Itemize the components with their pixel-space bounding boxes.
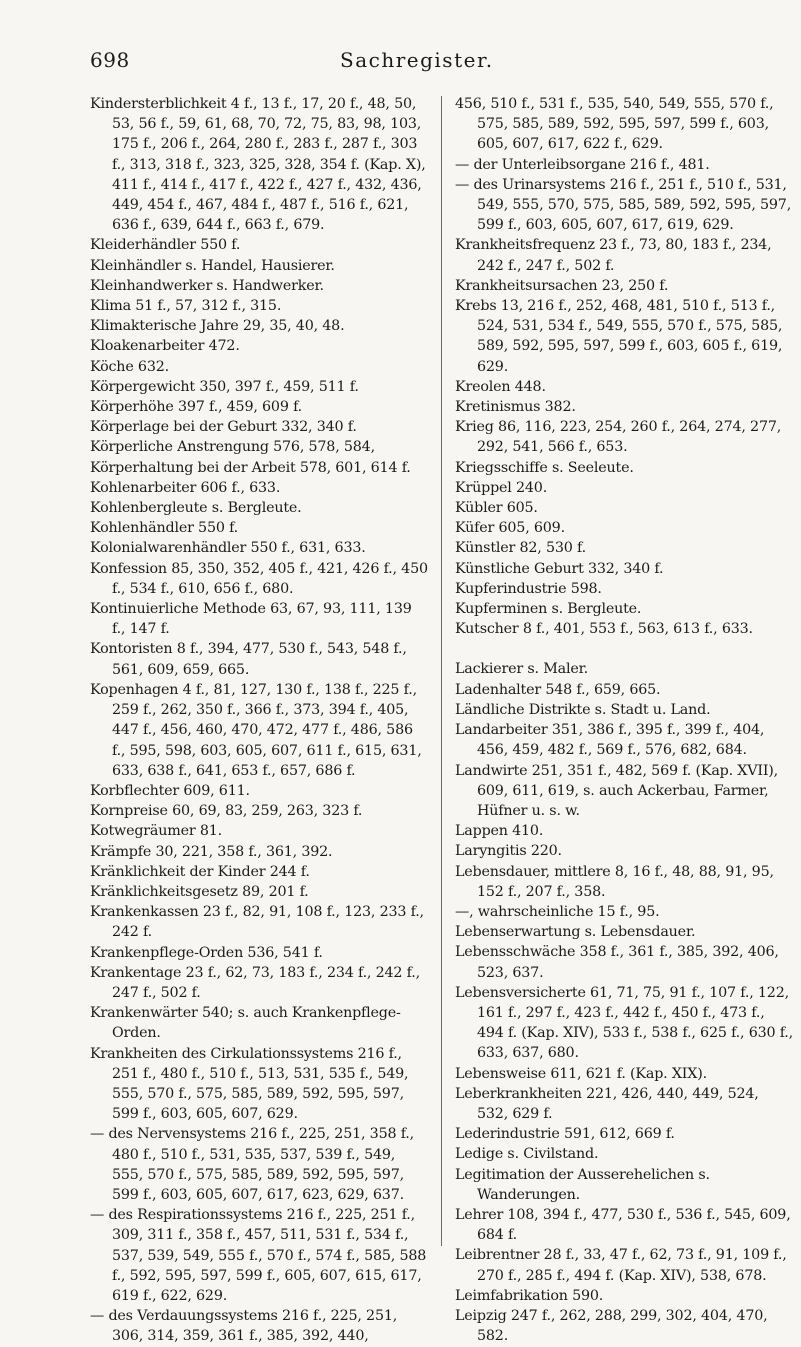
index-entry: Kontinuierliche Methode 63, 67, 93, 111, 139 f., 147 f. [90,601,412,638]
index-entry: Kretinismus 382. [455,399,576,416]
index-entry: Lebensweise 611, 621 f. (Kap. XIX). [455,1065,707,1082]
index-entry: Kloakenarbeiter 472. [90,338,240,355]
index-entry: Kopenhagen 4 f., 81, 127, 130 f., 138 f., 225 f., 259 f., 262, 350 f., 366 f., 373, 394 f., 405, 447 f., 456, 460, 470, 472, 477 f., 486, 586 f., 595, 598, 603, 605, 607, 611 f., 615, 631, 633, 638 f., 641, 653 f., 657, 686 f. [90,681,422,779]
index-entry: Lebensversicherte 61, 71, 75, 91 f., 107 f., 122, 161 f., 297 f., 423 f., 442 f., 450 f., 473 f., 494 f. (Kap. XIV), 533 f., 538 f., 625 f., 630 f., 633, 637, 680. [455,984,793,1062]
index-entry: Kränklichkeit der Kinder 244 f. [90,863,310,880]
index-entry: Krüppel 240. [455,479,548,496]
index-column-right [455,94,793,1346]
index-entry: Lappen 410. [455,823,544,840]
page-header [0,48,801,78]
index-entry: Kriegsschiffe s. Seeleute. [455,459,634,476]
index-entry: Landwirte 251, 351 f., 482, 569 f. (Kap. XVII), 609, 611, 619, s. auch Ackerbau, Farmer, Hüfner u. s. w. [455,762,779,819]
index-entry: Körperliche Anstrengung 576, 578, 584, [90,439,375,456]
index-entry: Körpergewicht 350, 397 f., 459, 511 f. [90,378,359,395]
index-entry: Krankheitsfrequenz 23 f., 73, 80, 183 f., 234, 242 f., 247 f., 502 f. [455,237,772,274]
index-entry: — des Urinarsystems 216 f., 251 f., 510 f., 531, 549, 555, 570, 575, 585, 589, 592, 595, 597, 599 f., 603, 605, 607, 617, 619, 629. [455,176,792,234]
running-head: Sachregister. [340,48,494,72]
index-entry: Körperhaltung bei der Arbeit 578, 601, 614 f. [90,459,411,476]
index-entry: Kupferindustrie 598. [455,580,602,597]
index-entry: — des Nervensystems 216 f., 225, 251, 358 f., 480 f., 510 f., 531, 535, 537, 539 f., 549, 555, 570 f., 575, 585, 589, 592, 595, 597, 599 f., 603, 605, 607, 617, 623, 629, 637. [90,1126,414,1203]
index-entry: Kleiderhändler 550 f. [90,237,241,254]
index-entry: Krankenwärter 540; s. auch Krankenpflege-Orden. [90,1005,401,1042]
index-entry: Körperlage bei der Geburt 332, 340 f. [90,419,357,436]
index-entry: Kränklichkeitsgesetz 89, 201 f. [90,883,309,900]
index-entry: Krieg 86, 116, 223, 254, 260 f., 264, 274, 277, 292, 541, 566 f., 653. [455,419,782,456]
index-entry: Kohlenbergleute s. Bergleute. [90,500,302,517]
index-entry: Küfer 605, 609. [455,520,565,537]
index-entry: Kleinhandwerker s. Handwerker. [90,277,324,294]
index-entry: Kindersterblichkeit 4 f., 13 f., 17, 20 f., 48, 50, 53, 56 f., 59, 61, 68, 70, 72, 75, 83, 98, 103, 175 f., 206 f., 264, 280 f., 283 f., 287 f., 303 f., 313, 318 f., 323, 325, 328, 354 f. (Kap. X), 411 f., 414 f., 417 f., 422 f., 427 f., 432, 436, 449, 454 f., 467, 484 f., 487 f., 516 f., 621, 636 f., 639, 644 f., 663 f., 679. [90,96,426,234]
index-entry: Korbflechter 609, 611. [90,782,250,799]
index-entry: Leimfabrikation 590. [455,1287,604,1304]
index-entry: Kolonialwarenhändler 550 f., 631, 633. [90,540,366,557]
index-entry: Leberkrankheiten 221, 426, 440, 449, 524, 532, 629 f. [455,1085,759,1122]
index-entry: Lebensdauer, mittlere 8, 16 f., 48, 88, 91, 95, 152 f., 207 f., 358. [455,863,774,900]
index-entry: Ländliche Distrikte s. Stadt u. Land. [455,701,711,718]
page-number: 698 [90,48,130,72]
index-entry: Kotwegräumer 81. [90,823,222,840]
index-entry: Kutscher 8 f., 401, 553 f., 563, 613 f., 633. [455,621,753,638]
index-entry: Kupferminen s. Bergleute. [455,601,642,618]
index-entry: Lebensschwäche 358 f., 361 f., 385, 392, 406, 523, 637. [455,944,779,981]
index-entry: Körperhöhe 397 f., 459, 609 f. [90,399,302,416]
index-entry: Klimakterische Jahre 29, 35, 40, 48. [90,318,345,335]
index-entry: Konfession 85, 350, 352, 405 f., 421, 426 f., 450 f., 534 f., 610, 656 f., 680. [90,560,428,597]
index-entry: Ladenhalter 548 f., 659, 665. [455,681,661,698]
index-entry: Klima 51 f., 57, 312 f., 315. [90,298,282,315]
index-entry: Kreolen 448. [455,378,546,395]
index-entry: Kornpreise 60, 69, 83, 259, 263, 323 f. [90,803,363,820]
index-entry: Künstliche Geburt 332, 340 f. [455,560,664,577]
index-entry: Künstler 82, 530 f. [455,540,586,557]
index-entry: Krämpfe 30, 221, 358 f., 361, 392. [90,843,333,860]
index-entry: Lehrer 108, 394 f., 477, 530 f., 536 f., 545, 609, 684 f. [455,1206,791,1244]
index-entry: Lederindustrie 591, 612, 669 f. [455,1126,675,1143]
column-divider [441,96,442,1246]
index-entry: Kleinhändler s. Handel, Hausierer. [90,257,335,274]
index-entry: Kontoristen 8 f., 394, 477, 530 f., 543, 548 f., 561, 609, 659, 665. [90,641,407,678]
index-entry: Leipzig 247 f., 262, 288, 299, 302, 404, 470, 582. [455,1307,768,1345]
index-entry: Krankentage 23 f., 62, 73, 183 f., 234 f., 242 f., 247 f., 502 f. [90,964,420,1001]
index-entry: Legitimation der Ausserehelichen s. Wanderungen. [455,1166,710,1203]
index-entry: Landarbeiter 351, 386 f., 395 f., 399 f., 404, 456, 459, 482 f., 569 f., 576, 682, 684. [455,722,765,759]
index-entry: Ledige s. Civilstand. [455,1146,599,1163]
index-entry: Lebenserwartung s. Lebensdauer. [455,924,696,941]
index-entry: Krankheiten des Cirkulationssystems 216 f., 251 f., 480 f., 510 f., 513, 531, 535 f., 549, 555, 570 f., 575, 585, 589, 592, 595, 597, 599 f., 603, 605, 607, 629. [90,1045,409,1123]
index-entry: — des Verdauungssystems 216 f., 225, 251, 306, 314, 359, 361 f., 385, 392, 440, [90,1308,398,1345]
index-entry: Krankenkassen 23 f., 82, 91, 108 f., 123, 233 f., 242 f. [90,904,424,941]
index-entry: 456, 510 f., 531 f., 535, 540, 549, 555, 570 f., 575, 585, 589, 592, 595, 597, 599 f., 603, 605, 607, 617, 622 f., 629. [455,96,774,153]
index-entry: Leibrentner 28 f., 33, 47 f., 62, 73 f., 91, 109 f., 270 f., 285 f., 494 f. (Kap. XIV), 538, 678. [455,1247,787,1284]
index-entry: Krebs 13, 216 f., 252, 468, 481, 510 f., 513 f., 524, 531, 534 f., 549, 555, 570 f., 575, 585, 589, 592, 595, 597, 599 f., 603, 605 f., 619, 629. [455,298,783,375]
index-entry: — des Respirationssystems 216 f., 225, 251 f., 309, 311 f., 358 f., 457, 511, 531 f., 534 f., 537, 539, 549, 555 f., 570 f., 574 f., 585, 588 f., 592, 595, 597, 599 f., 605, 607, 615, 617, 619 f., 622, 629. [90,1207,427,1304]
index-entry: —, wahrscheinliche 15 f., 95. [455,903,660,920]
index-entry: Krankheitsursachen 23, 250 f. [455,277,669,294]
index-entry: Kübler 605. [455,500,538,517]
index-entry: Köche 632. [90,358,169,375]
index-entry: Laryngitis 220. [455,843,562,860]
index-entry: Lackierer s. Maler. [455,661,589,678]
index-entry: Kohlenarbeiter 606 f., 633. [90,479,281,496]
index-entry: Krankenpflege-Orden 536, 541 f. [90,944,323,961]
index-entry: — der Unterleibsorgane 216 f., 481. [455,156,710,173]
index-entry: Kohlenhändler 550 f. [90,520,239,537]
index-column-left [90,94,428,1347]
